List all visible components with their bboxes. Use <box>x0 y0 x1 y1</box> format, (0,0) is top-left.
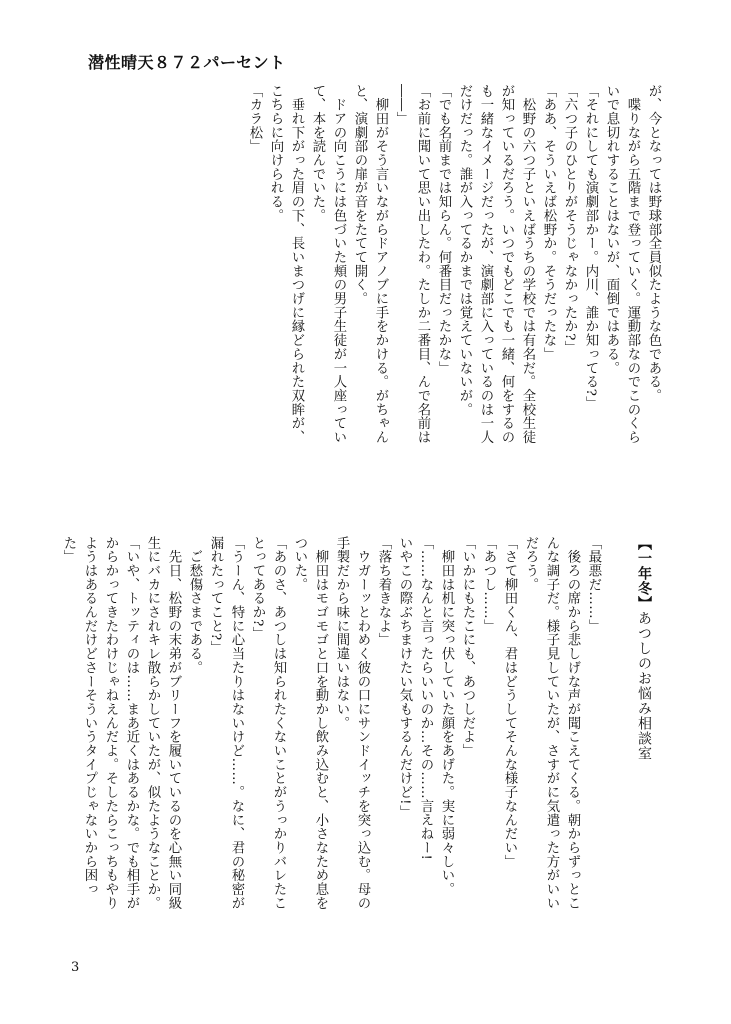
text-line: 漏れたってこと?」 <box>208 536 223 655</box>
page-title: 潜性晴天８７２パーセント <box>88 53 286 72</box>
text-line: が知っているだろう。いつでもどこでも一緒、何をするの <box>499 84 514 445</box>
text-line: て、本を読んでいた。 <box>310 84 325 223</box>
text-line: だけだった。誰が入ってるかまでは覚えていないが。 <box>457 84 472 417</box>
text-line: 喋りながら五階まで登っていく。運動部なのでこのくら <box>625 84 640 445</box>
text-line: 松野の六つ子といえばうちの学校では有名だ。全校生徒 <box>520 84 535 445</box>
text-line: 柳田がそう言いながらドアノブに手をかける。がちゃん <box>373 84 388 445</box>
text-line: 「ああ、そういえば松野か。そうだったな」 <box>541 84 556 361</box>
text-line: ついた。 <box>292 536 307 592</box>
text-line: ドアの向こうには色づいた頬の男子生徒が一人座ってい <box>331 84 346 445</box>
text-line: ――」 <box>394 84 409 126</box>
text-line: ご愁傷さまである。 <box>187 536 202 675</box>
text-line: も一緒なイメージだったが、演劇部に入っているのは一人 <box>478 84 493 445</box>
text-line: ようはあるんだけどさーそういうタイプじゃないから困っ <box>82 536 97 897</box>
text-line: 先日、松野の末弟がブリーフを履いているのを心無い同級 <box>166 536 181 910</box>
text-line: 「……なんと言ったらいいのか…その……言えねー! <box>418 536 433 861</box>
text-line: が、今となっては野球部全員似たような色である。 <box>646 84 661 403</box>
upper-text-block <box>247 84 664 494</box>
text-line: 後ろの席から悲しげな声が聞こえてくる。朝からずっとこ <box>565 536 580 910</box>
text-line: 「いや、トッティのは……まあ近くはあるかな。でも相手が <box>124 536 139 910</box>
text-line: だろう。 <box>523 536 538 592</box>
text-line: 「それにしても演劇部かー。内川、誰か知ってる?」 <box>583 84 598 411</box>
text-line: 「でも名前までは知らん。何番目だったかな」 <box>436 84 451 375</box>
text-line: からかってきたわけじゃねえんだよ。そしたらこっちもやり <box>103 536 118 910</box>
text-line: ウガーッとわめく彼の口にサンドイッチを突っ込む。母の <box>355 536 370 910</box>
text-line: 「うーん、特に心当たりはないけど……。なに、君の秘密が <box>229 536 244 910</box>
section-title: あつしのお悩み相談室 <box>636 611 652 761</box>
page-number: 3 <box>71 960 80 975</box>
text-line: いで息切れすることはないが、面倒ではある。 <box>604 84 619 375</box>
text-line: 「六つ子のひとりがそうじゃなかったか?」 <box>562 84 577 355</box>
text-line: 「お前に聞いて思い出したわ。たしか二番目、んで名前は <box>415 84 430 445</box>
text-line: 「あつし……」 <box>481 536 496 633</box>
text-line: いやこの際ぶちまけたい気もするんだけど!」 <box>397 536 412 819</box>
lower-text-block <box>61 536 604 956</box>
text-line: 「カラ松」 <box>247 84 262 154</box>
text-line: 「いかにもたこにも、あつしだよ」 <box>460 536 475 758</box>
text-line: 「落ち着きなよ」 <box>376 536 391 647</box>
text-line: とってあるか?」 <box>250 536 265 641</box>
text-line: 手製だから味に間違いはない。 <box>334 536 349 730</box>
text-line: 生にバカにされキレ散らかしていたが、似たようなことか。 <box>145 536 160 910</box>
text-line: 「あのさ、あつしは知られたくないことがうっかりバレたこ <box>271 536 286 910</box>
text-line: と、演劇部の扉が音をたてて開く。 <box>352 84 367 306</box>
section-header <box>628 536 654 956</box>
text-line: た」 <box>61 536 76 564</box>
text-line: 「最悪だ……」 <box>586 536 601 633</box>
section-tag: 【一年冬】 <box>636 536 652 611</box>
text-line: 「さて柳田くん、君はどうしてそんな様子なんだい」 <box>502 536 517 869</box>
text-line: こちらに向けられる。 <box>268 84 283 223</box>
text-line: んな調子だ。様子見していたが、さすがに気遣った方がいい <box>544 536 559 910</box>
text-line: 柳田は机に突っ伏していた顔をあげた。実に弱々しい。 <box>439 536 454 897</box>
text-line: 垂れ下がった眉の下、長いまつげに縁どられた双眸が、 <box>289 84 304 445</box>
text-line: 柳田はモゴモゴと口を動かし飲み込むと、小さなため息を <box>313 536 328 910</box>
